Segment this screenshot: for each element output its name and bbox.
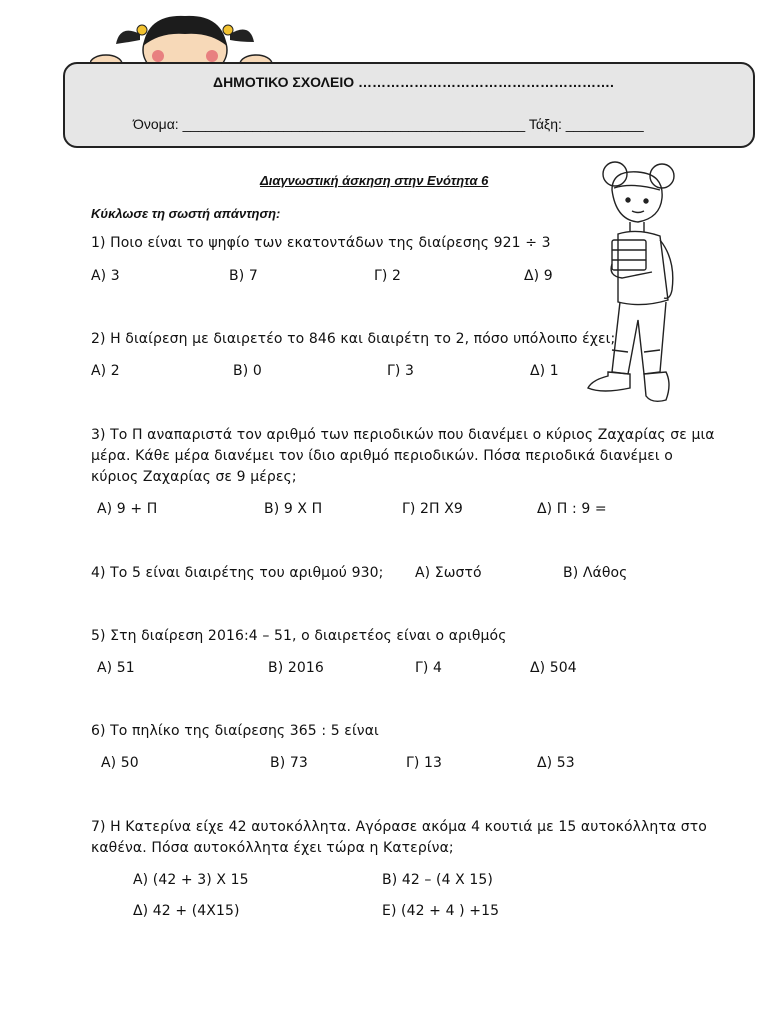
q3-option-d[interactable]: Δ) Π : 9 = (537, 501, 607, 517)
question-2-text: 2) Η διαίρεση με διαιρετέο το 846 και διαιρέτη το 2, πόσο υπόλοιπο έχει; (91, 331, 616, 347)
question-6-text: 6) Το πηλίκο της διαίρεσης 365 : 5 είναι (91, 723, 379, 739)
question-1-text: 1) Ποιο είναι το ψηφίο των εκατοντάδων της διαίρεσης 921 ÷ 3 (91, 235, 551, 251)
question-7-text-line-1: 7) Η Κατερίνα είχε 42 αυτοκόλλητα. Αγόρασε ακόμα 4 κουτιά με 15 αυτοκόλλητα στο (91, 819, 707, 835)
q6-option-d[interactable]: Δ) 53 (537, 755, 575, 771)
q2-option-a[interactable]: Α) 2 (91, 363, 120, 379)
school-field: ΔΗΜΟΤΙΚΟ ΣΧΟΛΕΙΟ ………………………………………………. (213, 74, 614, 90)
name-line: ____________________________________________ (182, 116, 526, 132)
q5-option-a[interactable]: Α) 51 (97, 660, 135, 676)
question-7-text-line-2: καθένα. Πόσα αυτοκόλλητα έχει τώρα η Κατερίνα; (91, 840, 454, 856)
q3-option-c[interactable]: Γ) 2Π Χ9 (402, 501, 463, 517)
question-4-text: 4) Το 5 είναι διαιρέτης του αριθμού 930; (91, 565, 384, 581)
question-3-text-line-2: μέρα. Κάθε μέρα διανέμει τον ίδιο αριθμό περιοδικών. Πόσα περιοδικά διανέμει ο (91, 448, 673, 464)
q2-option-d[interactable]: Δ) 1 (530, 363, 559, 379)
q7-option-b[interactable]: Β) 42 – (4 Χ 15) (382, 872, 493, 888)
q2-option-b[interactable]: Β) 0 (233, 363, 262, 379)
q5-option-c[interactable]: Γ) 4 (415, 660, 443, 676)
question-5-text: 5) Στη διαίρεση 2016:4 – 51, ο διαιρετέος είναι ο αριθμός (91, 628, 507, 644)
q3-option-a[interactable]: Α) 9 + Π (97, 501, 158, 517)
name-label: Όνομα: (133, 116, 179, 132)
name-field (133, 116, 644, 132)
q6-option-a[interactable]: Α) 50 (101, 755, 139, 771)
q1-option-a[interactable]: Α) 3 (91, 268, 120, 284)
q3-option-b[interactable]: Β) 9 Χ Π (264, 501, 323, 517)
q4-option-b[interactable]: Β) Λάθος (563, 565, 628, 581)
question-3-text-line-1: 3) Το Π αναπαριστά τον αριθμό των περιοδικών που διανέμει ο κύριος Ζαχαρίας σε μια (91, 427, 715, 443)
q5-option-d[interactable]: Δ) 504 (530, 660, 577, 676)
q6-option-c[interactable]: Γ) 13 (406, 755, 443, 771)
q1-option-d[interactable]: Δ) 9 (524, 268, 553, 284)
class-line: __________ (565, 116, 644, 132)
class-label: Τάξη: (528, 116, 562, 132)
q7-option-a[interactable]: Α) (42 + 3) Χ 15 (133, 872, 249, 888)
instruction: Κύκλωσε τη σωστή απάντηση: (91, 206, 281, 221)
q1-option-c[interactable]: Γ) 2 (374, 268, 402, 284)
q6-option-b[interactable]: Β) 73 (270, 755, 308, 771)
worksheet-title: Διαγνωστική άσκηση στην Ενότητα 6 (260, 173, 489, 188)
girl-with-books-illustration (582, 160, 692, 410)
q7-option-e[interactable]: Ε) (42 + 4 ) +15 (382, 903, 500, 919)
q2-option-c[interactable]: Γ) 3 (387, 363, 415, 379)
q1-option-b[interactable]: Β) 7 (229, 268, 258, 284)
q5-option-b[interactable]: Β) 2016 (268, 660, 324, 676)
q4-option-a[interactable]: Α) Σωστό (415, 565, 482, 581)
q7-option-d[interactable]: Δ) 42 + (4Χ15) (133, 903, 240, 919)
question-3-text-line-3: κύριος Ζαχαρίας σε 9 μέρες; (91, 469, 297, 485)
